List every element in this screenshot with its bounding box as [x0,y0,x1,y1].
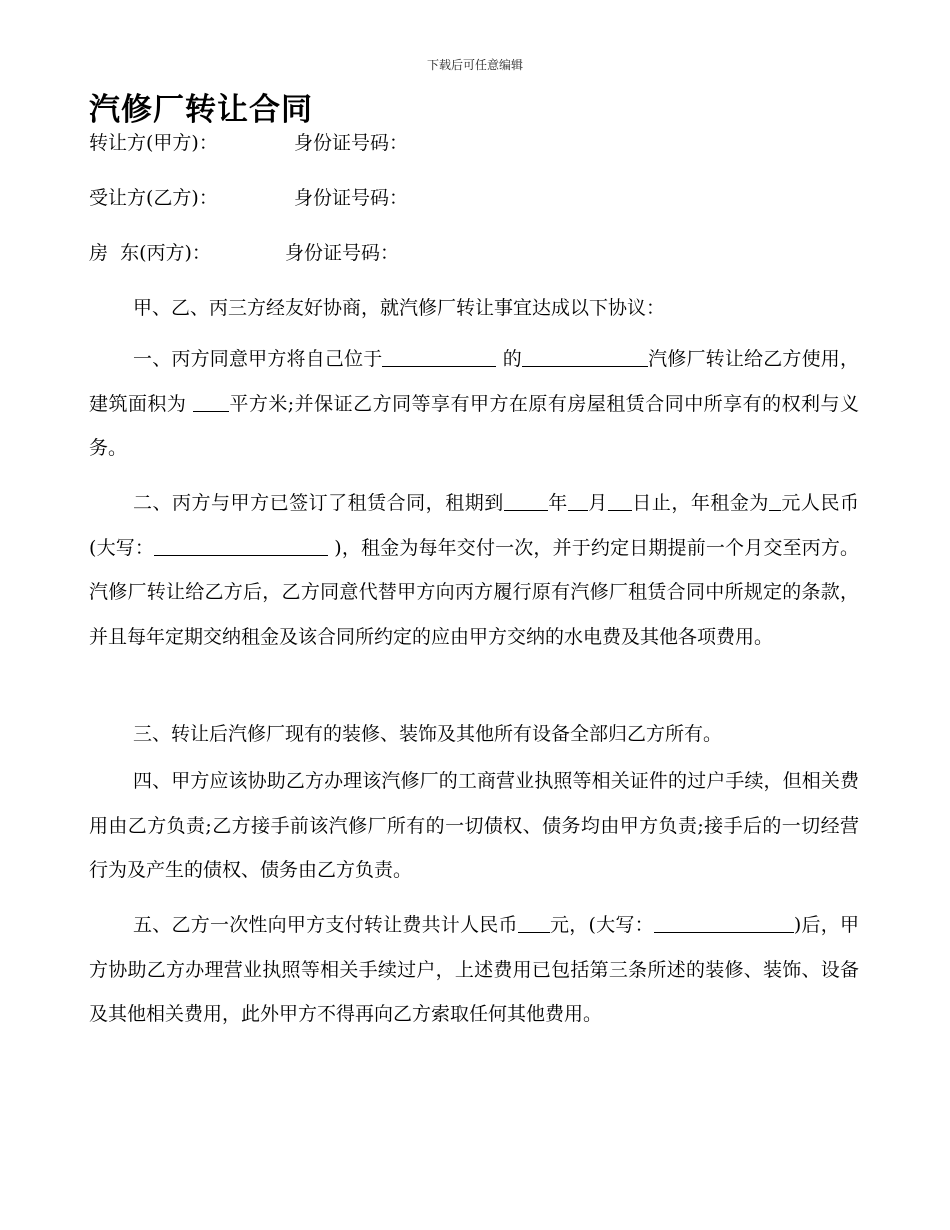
party-landlord-label: 房 东(丙方)： [89,242,211,264]
clause-1-text-b: 的 [496,348,522,370]
area-blank [193,389,229,412]
clause-2-text-b: 年 [547,492,568,514]
party-transferee-label: 受让方(乙方)： [89,187,218,209]
lease-year-blank [504,488,548,511]
clause-2-text-c: 月 [587,492,608,514]
party-transferor-id-label: 身份证号码： [294,132,409,154]
clause-2-text-a: 二、丙方与甲方已签订了租赁合同，租期到 [133,492,504,514]
clause-3: 三、转让后汽修厂现有的装修、装饰及其他所有设备全部归乙方所有。 [133,723,723,745]
clause-5-text-c: )后，甲方协助乙方办理营业执照等相关手续过户，上述费用已包括第三条所述的装修、装饰、设备及其他相关费用，此外甲方不得再向乙方索取任何其他费用。 [89,914,859,1025]
rent-in-words-blank [154,533,328,556]
document-title: 汽修厂转让合同 [89,92,313,128]
clause-2 [89,481,859,659]
party-transferor-label: 转让方(甲方)： [89,132,218,154]
clause-4: 四、甲方应该协助乙方办理该汽修厂的工商营业执照等相关证件的过户手续，但相关费用由乙方负责;乙方接手前该汽修厂所有的一切债权、债务均由甲方负责;接手后的一切经营行为及产生的债权、债务由乙方负责。 [89,770,859,881]
clause-2-text-e: 元人民币(大写： [89,492,859,559]
location-blank [382,344,496,367]
clause-2-text-d: 日止，年租金为 [631,492,769,514]
clause-2-text-f: )，租金为每年交付一次，并于约定日期提前一个月交至丙方。汽修厂转让给乙方后，乙方同意代替甲方向丙方履行原有汽修厂租赁合同中所规定的条款，并且每年定期交纳租金及该合同所约定的应由甲方交纳的水电费及其他各项费用。 [89,536,859,648]
transfer-fee-blank [518,910,550,933]
lease-month-blank [568,488,588,511]
clause-5-text-a: 五、乙方一次性向甲方支付转让费共计人民币 [133,914,518,936]
address-blank [522,344,648,367]
party-transferee-id-label: 身份证号码： [294,187,409,209]
intro-paragraph: 甲、乙、丙三方经友好协商，就汽修厂转让事宜达成以下协议： [133,297,666,319]
annual-rent-blank [769,488,781,511]
clause-1-text-d: 平方米;并保证乙方同等享有甲方在原有房屋租赁合同中所享有的权利与义务。 [89,392,860,459]
clause-5-text-b: 元，(大写： [549,914,654,936]
clause-1 [89,337,859,471]
clause-5 [89,903,859,1037]
party-landlord-id-label: 身份证号码： [285,242,400,264]
lease-day-blank [608,488,632,511]
clause-1-text-a: 一、丙方同意甲方将自己位于 [133,348,383,370]
transfer-fee-words-blank [654,910,794,933]
header-note: 下载后可任意编辑 [426,58,523,72]
clause-1-text-c: 汽修厂转让给乙方使用，建筑面积为 [89,348,859,415]
